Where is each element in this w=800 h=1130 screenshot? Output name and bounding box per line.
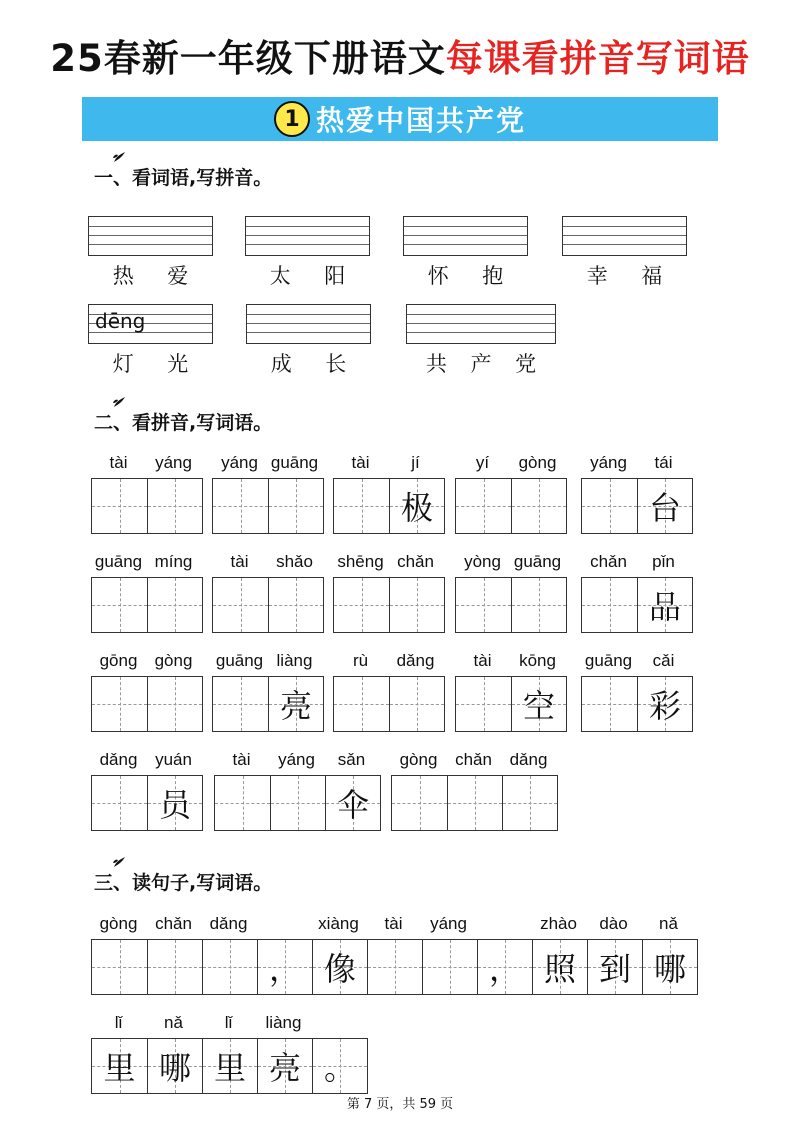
pinyin-answer-box[interactable]: [246, 304, 371, 344]
pinyin-label: kōng: [519, 651, 556, 670]
pinyin-label: yáng: [221, 453, 258, 472]
writing-line: [89, 244, 212, 245]
pinyin-label: guāng: [584, 651, 633, 670]
answer-cell[interactable]: [213, 479, 268, 533]
word-char: 幸: [586, 264, 608, 288]
answer-cell[interactable]: [582, 677, 637, 731]
tianzige-grid: [581, 478, 693, 534]
answer-cell[interactable]: [456, 578, 511, 632]
answer-cell[interactable]: [92, 776, 147, 830]
word-char: 爱: [167, 264, 189, 288]
tianzige-grid: [212, 478, 324, 534]
pinyin-label: chǎn: [590, 552, 627, 571]
page-footer: 第 7 页，共 59 页: [346, 1097, 454, 1112]
writing-line: [247, 314, 370, 315]
answer-cell[interactable]: [147, 940, 202, 994]
answer-cell[interactable]: [268, 479, 323, 533]
pinyin-label: zhào: [540, 914, 577, 933]
word-char: 热: [112, 264, 134, 288]
answer-cell[interactable]: [334, 479, 389, 533]
given-character: 亮: [279, 687, 312, 725]
writing-line: [404, 226, 527, 227]
lesson-title: 热爱中国共产党: [315, 104, 526, 137]
pinyin-label: chǎn: [397, 552, 434, 571]
pinyin-answer-box[interactable]: [562, 216, 687, 256]
pinyin-answer-box[interactable]: [88, 216, 213, 256]
word-char: 产: [470, 352, 492, 376]
tianzige-grid: [212, 676, 324, 732]
word-prompt: [253, 260, 362, 290]
pinyin-label: pǐn: [652, 552, 675, 571]
given-character-cell: [257, 1039, 312, 1093]
given-character-cell: [637, 578, 692, 632]
pinyin-label: guāng: [215, 651, 264, 670]
pinyin-label: nǎ: [164, 1013, 183, 1032]
given-character: 。: [323, 1049, 356, 1087]
word-char: 太: [269, 264, 291, 288]
given-character: 亮: [268, 1049, 301, 1087]
pinyin-label: yuán: [155, 750, 192, 769]
section2-heading: [94, 408, 272, 435]
word-prompt: [570, 260, 679, 290]
given-character: 哪: [158, 1049, 191, 1087]
writing-line: [89, 226, 212, 227]
pinyin-answer-box[interactable]: [406, 304, 556, 344]
pinyin-label: tài: [109, 453, 128, 472]
tianzige-grid: [333, 577, 445, 633]
answer-cell[interactable]: [389, 677, 444, 731]
given-character: 照: [543, 950, 576, 988]
word-char: 党: [515, 352, 537, 376]
title-main: 25春新一年级下册语文: [50, 37, 446, 80]
given-character-cell: [587, 940, 642, 994]
tianzige-grid: [455, 676, 567, 732]
pinyin-label: lǐ: [114, 1013, 123, 1032]
writing-line: [246, 244, 369, 245]
answer-cell[interactable]: [147, 677, 202, 731]
sentence-grid: [91, 939, 698, 995]
sprout-icon: [112, 149, 126, 163]
word-prompt: [96, 348, 205, 378]
pinyin-label: shēng: [337, 552, 384, 571]
answer-cell[interactable]: [334, 578, 389, 632]
pinyin-label: lǐ: [224, 1013, 233, 1032]
answer-cell[interactable]: [511, 578, 566, 632]
tianzige-grid: [455, 577, 567, 633]
pinyin-label: sǎn: [337, 750, 366, 769]
tianzige-grid: [581, 577, 693, 633]
pinyin-label: gōng: [99, 651, 138, 670]
tianzige-grid: [333, 676, 445, 732]
word-prompt: [96, 260, 205, 290]
section3-heading-text: 三、读句子,写词语。: [94, 872, 273, 894]
pinyin-answer-box[interactable]: [245, 216, 370, 256]
tianzige-grid: [212, 577, 324, 633]
word-char: 阳: [324, 264, 346, 288]
page-title: [0, 28, 800, 82]
answer-cell[interactable]: [582, 479, 637, 533]
section1-heading: [94, 163, 272, 190]
answer-cell[interactable]: [213, 677, 268, 731]
word-char: 共: [425, 352, 447, 376]
tianzige-grid: [214, 775, 381, 831]
answer-cell[interactable]: [511, 479, 566, 533]
writing-line: [407, 314, 555, 315]
writing-line: [246, 235, 369, 236]
writing-line: [404, 244, 527, 245]
pinyin-answer-box[interactable]: [403, 216, 528, 256]
pinyin-label: rù: [352, 651, 369, 670]
given-character-cell: [389, 479, 444, 533]
word-char: 成: [270, 352, 292, 376]
given-character-cell: [642, 940, 697, 994]
writing-line: [89, 235, 212, 236]
writing-line: [404, 235, 527, 236]
given-character: 彩: [648, 687, 681, 725]
given-character: 品: [648, 588, 681, 626]
word-char: 灯: [112, 352, 134, 376]
sentence-grid: [91, 1038, 368, 1094]
tianzige-grid: [333, 478, 445, 534]
given-character-cell: [147, 1039, 202, 1093]
answer-cell[interactable]: [202, 940, 257, 994]
writing-line: [246, 226, 369, 227]
pinyin-label: tài: [232, 750, 251, 769]
sprout-icon: [112, 854, 126, 868]
pinyin-label: tài: [473, 651, 492, 670]
section3-heading: [94, 868, 272, 895]
given-character-cell: [268, 677, 323, 731]
given-character: 里: [213, 1049, 246, 1087]
given-character: 到: [598, 950, 631, 988]
tianzige-grid: [91, 478, 203, 534]
answer-cell[interactable]: [147, 479, 202, 533]
section2-heading-text: 二、看拼音,写词语。: [94, 412, 273, 434]
pinyin-label: shǎo: [276, 552, 313, 571]
word-char: 福: [641, 264, 663, 288]
pinyin-label: yáng: [590, 453, 627, 472]
pinyin-label: gòng: [518, 453, 557, 472]
pinyin-label: xiàng: [318, 914, 359, 933]
pinyin-label: guāng: [94, 552, 143, 571]
given-character: 员: [158, 786, 191, 824]
tianzige-grid: [581, 676, 693, 732]
pinyin-label: dǎng: [99, 750, 138, 769]
word-prompt: [411, 260, 520, 290]
given-character: 极: [400, 489, 433, 527]
tianzige-grid: [455, 478, 567, 534]
given-character-cell: [92, 1039, 147, 1093]
given-character-cell: [637, 479, 692, 533]
tianzige-grid: [391, 775, 558, 831]
lesson-banner: [82, 97, 718, 141]
writing-line: [247, 323, 370, 324]
sprout-icon: [112, 394, 126, 408]
answer-cell[interactable]: [456, 677, 511, 731]
pinyin-label: chǎn: [155, 914, 192, 933]
answer-cell[interactable]: [456, 479, 511, 533]
answer-cell[interactable]: [215, 776, 270, 830]
pinyin-label: chǎn: [455, 750, 492, 769]
pinyin-label: tái: [654, 453, 673, 472]
answer-cell[interactable]: [92, 578, 147, 632]
pinyin-label: tài: [230, 552, 249, 571]
given-character: 里: [103, 1049, 136, 1087]
answer-cell[interactable]: [270, 776, 325, 830]
given-character-cell: [532, 940, 587, 994]
pinyin-label: liàng: [276, 651, 313, 670]
answer-cell[interactable]: [147, 578, 202, 632]
pinyin-label: liàng: [265, 1013, 302, 1032]
answer-cell[interactable]: [392, 776, 447, 830]
tianzige-grid: [91, 577, 203, 633]
answer-cell[interactable]: [92, 940, 147, 994]
pinyin-label: gòng: [99, 914, 138, 933]
pinyin-label: gòng: [154, 651, 193, 670]
given-character: 哪: [653, 950, 686, 988]
writing-line: [407, 323, 555, 324]
tianzige-grid: [91, 676, 203, 732]
pinyin-label: gòng: [399, 750, 438, 769]
pinyin-label: yáng: [155, 453, 192, 472]
given-character-cell: [477, 940, 532, 994]
pinyin-answer: dēng: [95, 309, 146, 333]
answer-cell[interactable]: [582, 578, 637, 632]
word-char: 抱: [482, 264, 504, 288]
pinyin-answer-box[interactable]: [88, 304, 213, 344]
lesson-number-badge: 1: [274, 101, 310, 137]
pinyin-label: guāng: [513, 552, 562, 571]
word-prompt: [414, 348, 548, 378]
pinyin-label: tài: [351, 453, 370, 472]
answer-cell[interactable]: [389, 578, 444, 632]
title-highlight: 每课看拼音写词语: [445, 37, 750, 80]
pinyin-label: yí: [475, 453, 490, 472]
answer-cell[interactable]: [422, 940, 477, 994]
given-character-cell: [147, 776, 202, 830]
pinyin-label: yáng: [430, 914, 467, 933]
given-character-cell: [637, 677, 692, 731]
writing-line: [407, 332, 555, 333]
pinyin-label: míng: [154, 552, 193, 571]
given-character: 台: [648, 489, 681, 527]
answer-cell[interactable]: [268, 578, 323, 632]
pinyin-label: yáng: [278, 750, 315, 769]
pinyin-label: dǎng: [396, 651, 435, 670]
word-char: 长: [325, 352, 347, 376]
pinyin-label: yòng: [464, 552, 501, 571]
word-char: 怀: [427, 264, 449, 288]
pinyin-label: tài: [384, 914, 403, 933]
given-character: 空: [522, 687, 555, 725]
tianzige-grid: [91, 775, 203, 831]
pinyin-label: cǎi: [652, 651, 675, 670]
given-character-cell: [325, 776, 380, 830]
given-character: 像: [323, 950, 356, 988]
given-character: 伞: [336, 786, 369, 824]
answer-cell[interactable]: [334, 677, 389, 731]
writing-line: [247, 332, 370, 333]
given-character-cell: [312, 940, 367, 994]
word-char: 光: [167, 352, 189, 376]
answer-cell[interactable]: [213, 578, 268, 632]
answer-cell[interactable]: [367, 940, 422, 994]
pinyin-label: guāng: [270, 453, 319, 472]
answer-cell[interactable]: [447, 776, 502, 830]
given-character-cell: [312, 1039, 367, 1093]
pinyin-label: dǎng: [509, 750, 548, 769]
pinyin-label: dǎng: [209, 914, 248, 933]
pinyin-label: dào: [599, 914, 628, 933]
given-character-cell: [257, 940, 312, 994]
section1-heading-text: 一、看词语,写拼音。: [94, 167, 273, 189]
answer-cell[interactable]: [92, 677, 147, 731]
writing-line: [563, 235, 686, 236]
pinyin-label: jí: [411, 453, 420, 472]
given-character-cell: [202, 1039, 257, 1093]
answer-cell[interactable]: [502, 776, 557, 830]
word-prompt: [254, 348, 363, 378]
pinyin-label: nǎ: [659, 914, 678, 933]
given-character-cell: [511, 677, 566, 731]
given-character: ，: [268, 950, 301, 988]
writing-line: [563, 244, 686, 245]
given-character: ，: [488, 950, 521, 988]
writing-line: [563, 226, 686, 227]
answer-cell[interactable]: [92, 479, 147, 533]
